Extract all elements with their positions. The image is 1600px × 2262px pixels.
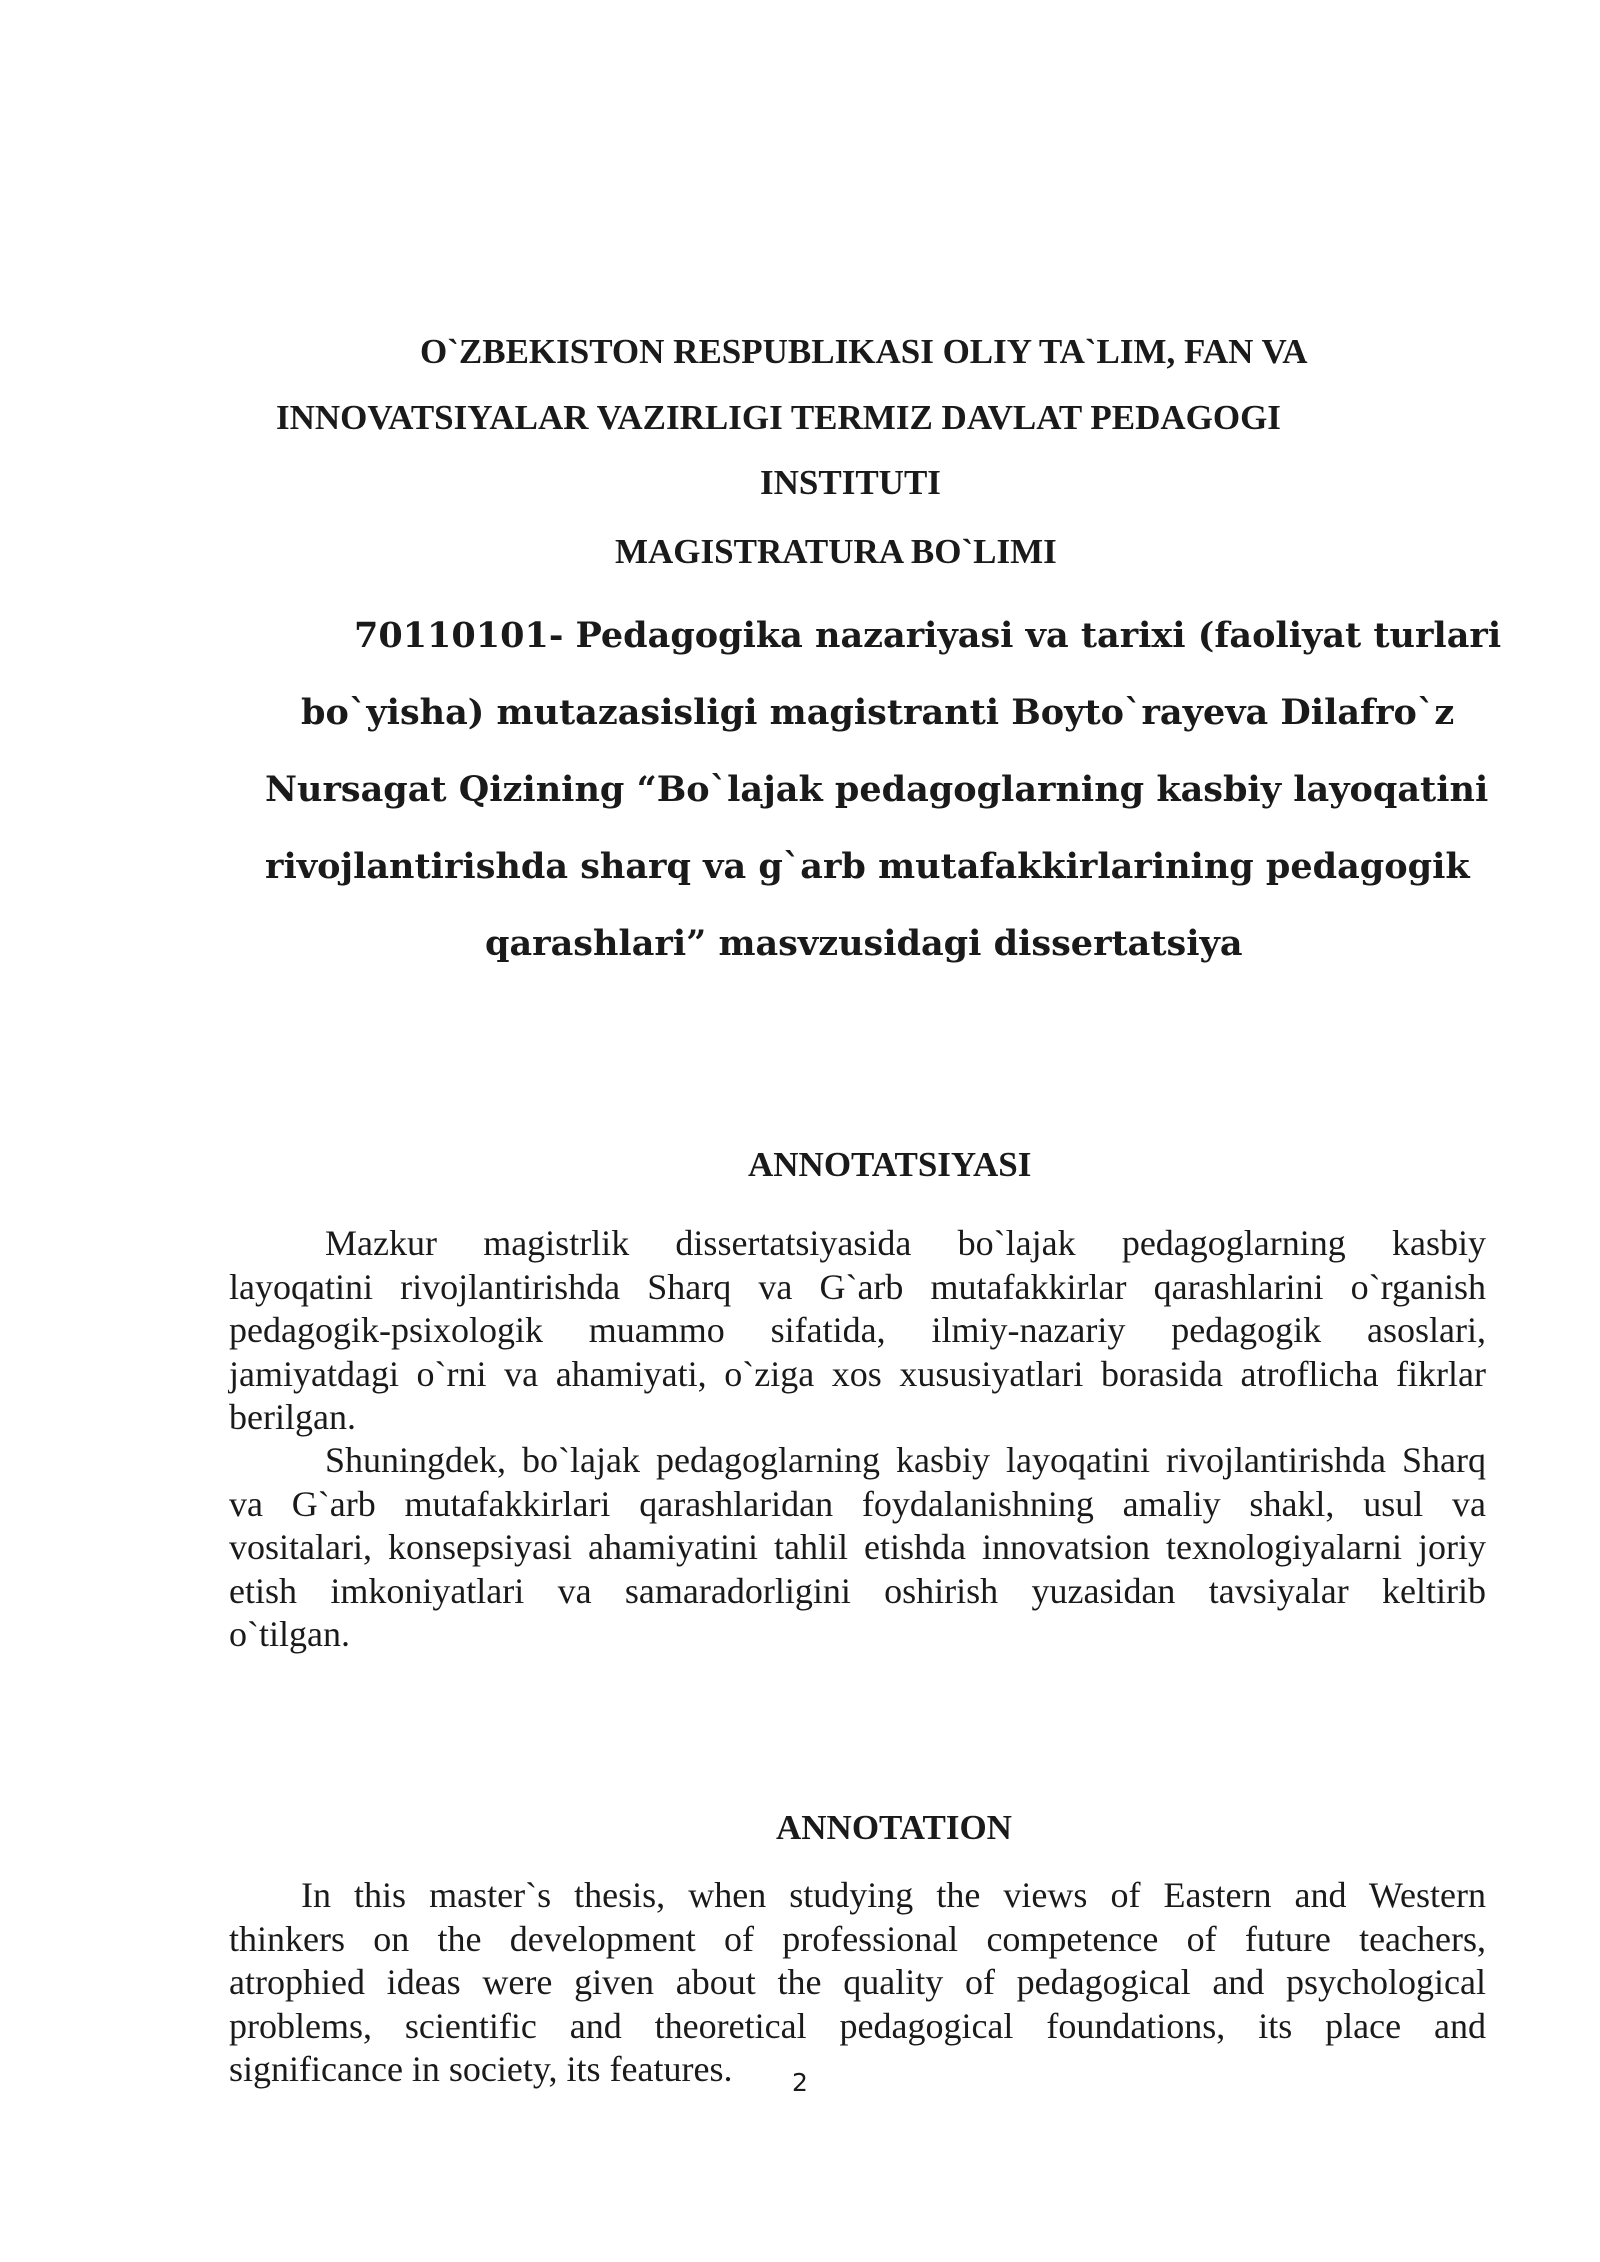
text-line: vositalari, konsepsiyasi ahamiyatini tahlil etishda innovatsion texnologiyalarni joriy: [229, 1527, 1486, 1567]
text-line: layoqatini rivojlantirishda Sharq va G`arb mutafakkirlar qarashlarini o`rganish: [229, 1266, 1486, 1307]
header-line-4: MAGISTRATURA BO`LIMI: [615, 532, 1057, 571]
text-line: In this master`s thesis, when studying the views of Eastern and Western: [301, 1875, 1486, 1915]
annotation-heading: ANNOTATION: [776, 1808, 1012, 1847]
page-number: 2: [792, 2068, 808, 2097]
header-line-3: INSTITUTI: [760, 463, 941, 502]
text-line: va G`arb mutafakkirlari qarashlaridan foydalanishning amaliy shakl, usul va: [229, 1483, 1486, 1524]
subtitle-line-3: Nursagat Qizining “Bo`lajak pedagoglarning kasbiy layoqatini: [265, 769, 1489, 810]
header-line-2: INNOVATSIYALAR VAZIRLIGI TERMIZ DAVLAT PEDAGOGI: [276, 398, 1281, 437]
annotatsiya-paragraph-1: [229, 1222, 1486, 1440]
subtitle-line-2: bo`yisha) mutazasisligi magistranti Boyto`rayeva Dilafro`z: [301, 692, 1455, 733]
text-line: jamiyatdagi o`rni va ahamiyati, o`ziga xos xususiyatlari borasida atroflicha fikrlar: [229, 1353, 1486, 1394]
text-line: o`tilgan.: [229, 1614, 350, 1654]
text-line: Mazkur magistrlik dissertatsiyasida bo`lajak pedagoglarning kasbiy: [325, 1223, 1486, 1263]
text-line: berilgan.: [229, 1397, 356, 1437]
text-line: Shuningdek, bo`lajak pedagoglarning kasbiy layoqatini rivojlantirishda Sharq: [325, 1440, 1486, 1480]
subtitle-line-1: 70110101- Pedagogika nazariyasi va tarixi (faoliyat turlari: [354, 615, 1502, 656]
annotatsiya-paragraph-2: [229, 1439, 1486, 1657]
text-line: thinkers on the development of professional competence of future teachers,: [229, 1918, 1486, 1959]
annotatsiya-heading: ANNOTATSIYASI: [748, 1145, 1032, 1184]
header-line-1: O`ZBEKISTON RESPUBLIKASI OLIY TA`LIM, FAN VA: [420, 332, 1308, 371]
text-line: atrophied ideas were given about the quality of pedagogical and psychological: [229, 1962, 1486, 2002]
annotation-paragraph-1: [229, 1874, 1486, 2092]
text-line: significance in society, its features.: [229, 2049, 733, 2089]
text-line: problems, scientific and theoretical pedagogical foundations, its place and: [229, 2005, 1486, 2046]
text-line: etish imkoniyatlari va samaradorligini oshirish yuzasidan tavsiyalar keltirib: [229, 1570, 1486, 1611]
subtitle-line-4: rivojlantirishda sharq va g`arb mutafakkirlarining pedagogik: [265, 846, 1470, 887]
text-line: pedagogik-psixologik muammo sifatida, ilmiy-nazariy pedagogik asoslari,: [229, 1310, 1486, 1350]
subtitle-line-5: qarashlari” masvzusidagi dissertatsiya: [485, 923, 1243, 964]
